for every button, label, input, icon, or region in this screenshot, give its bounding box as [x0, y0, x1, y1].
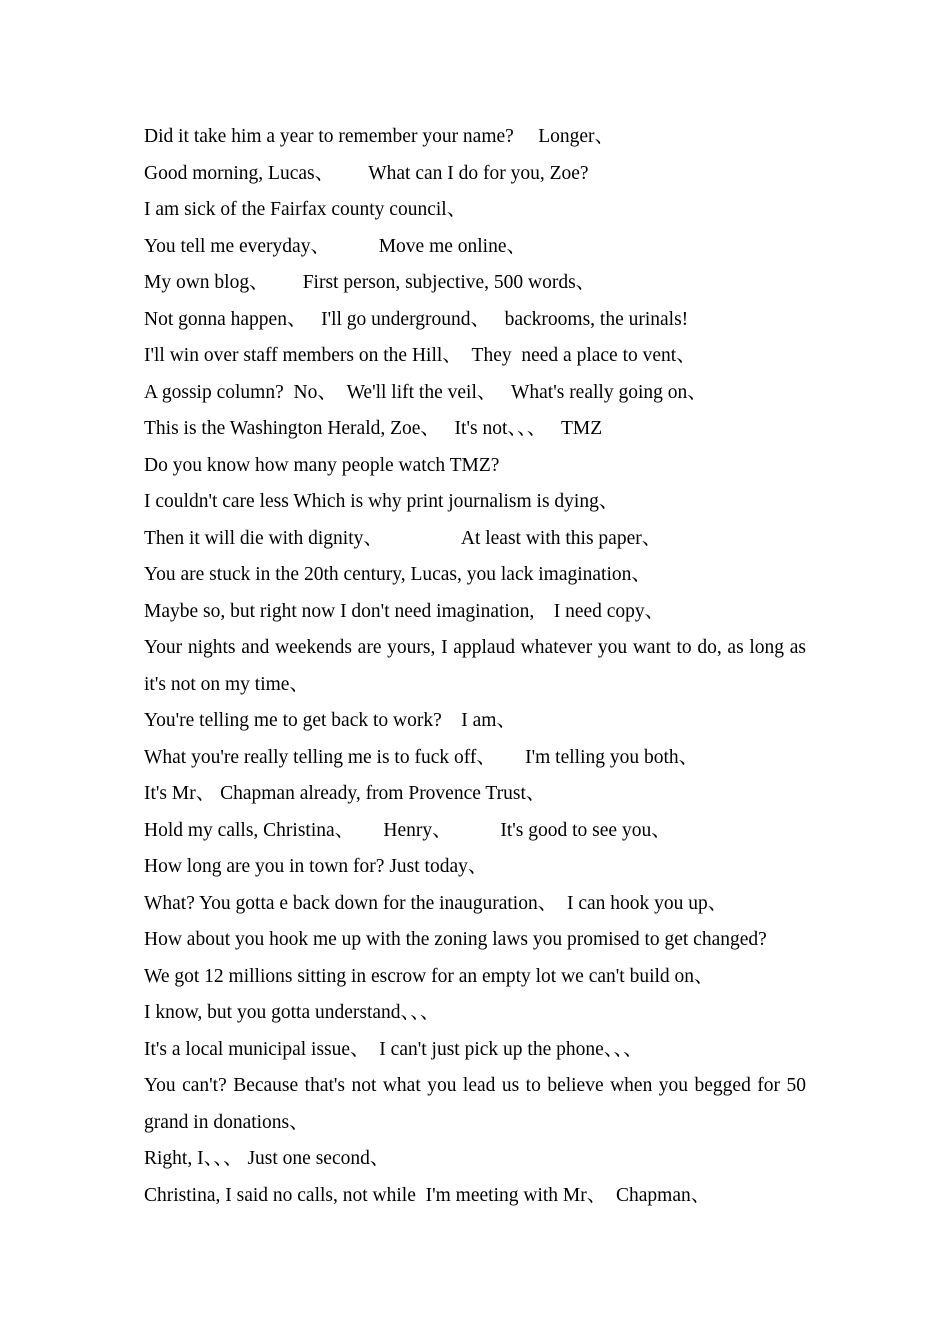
transcript-line: Maybe so, but right now I don't need imagination, I need copy、 — [144, 600, 665, 622]
transcript-text — [144, 119, 806, 1214]
transcript-line: Good morning, Lucas、 What can I do for you, Zoe? — [144, 162, 589, 184]
transcript-line: Do you know how many people watch TMZ? — [144, 454, 500, 476]
transcript-line: What? You gotta e back down for the inauguration、 I can hook you up、 — [144, 892, 728, 914]
transcript-line: It's Mr、 Chapman already, from Provence Trust、 — [144, 783, 546, 804]
transcript-line: How long are you in town for? Just today、 — [144, 856, 488, 877]
transcript-line: You tell me everyday、 Move me online、 — [144, 235, 527, 257]
transcript-line: I know, but you gotta understand、、、 — [144, 1002, 440, 1023]
transcript-line: I couldn't care less Which is why print journalism is dying、 — [144, 491, 619, 512]
transcript-line: Right, I、、、 Just one second、 — [144, 1148, 390, 1169]
transcript-line: What you're really telling me is to fuck off、 I'm telling you both、 — [144, 746, 699, 768]
transcript-line: I am sick of the Fairfax county council、 — [144, 199, 467, 220]
transcript-line: How about you hook me up with the zoning laws you promised to get changed? — [144, 929, 767, 950]
transcript-line: Christina, I said no calls, not while I'm meeting with Mr、 Chapman、 — [144, 1184, 711, 1206]
transcript-line: Not gonna happen、 I'll go underground、 backrooms, the urinals! — [144, 308, 689, 330]
transcript-line: Did it take him a year to remember your name? Longer、 — [144, 126, 614, 147]
transcript-line: You are stuck in the 20th century, Lucas, you lack imagination、 — [144, 564, 651, 585]
transcript-paragraph: You can't? Because that's not what you lead us to believe when you begged for 50 grand in donations、 — [144, 1075, 806, 1133]
transcript-paragraph: Your nights and weekends are yours, I applaud whatever you want to do, as long as it's not on my time、 — [144, 637, 806, 695]
transcript-line: You're telling me to get back to work? I am、 — [144, 710, 516, 731]
transcript-line: I'll win over staff members on the Hill、 They need a place to vent、 — [144, 345, 696, 366]
transcript-line: We got 12 millions sitting in escrow for an empty lot we can't build on、 — [144, 965, 714, 987]
transcript-line: My own blog、 First person, subjective, 500 words、 — [144, 272, 596, 293]
transcript-line: It's a local municipal issue、 I can't just pick up the phone、、、 — [144, 1038, 643, 1060]
transcript-line: Hold my calls, Christina、 Henry、 It's good to see you、 — [144, 819, 671, 841]
transcript-line: Then it will die with dignity、 At least with this paper、 — [144, 527, 662, 549]
transcript-line: This is the Washington Herald, Zoe、 It's not、、、 TMZ — [144, 418, 603, 439]
transcript-line: A gossip column? No、 We'll lift the veil、 What's really going on、 — [144, 381, 707, 403]
